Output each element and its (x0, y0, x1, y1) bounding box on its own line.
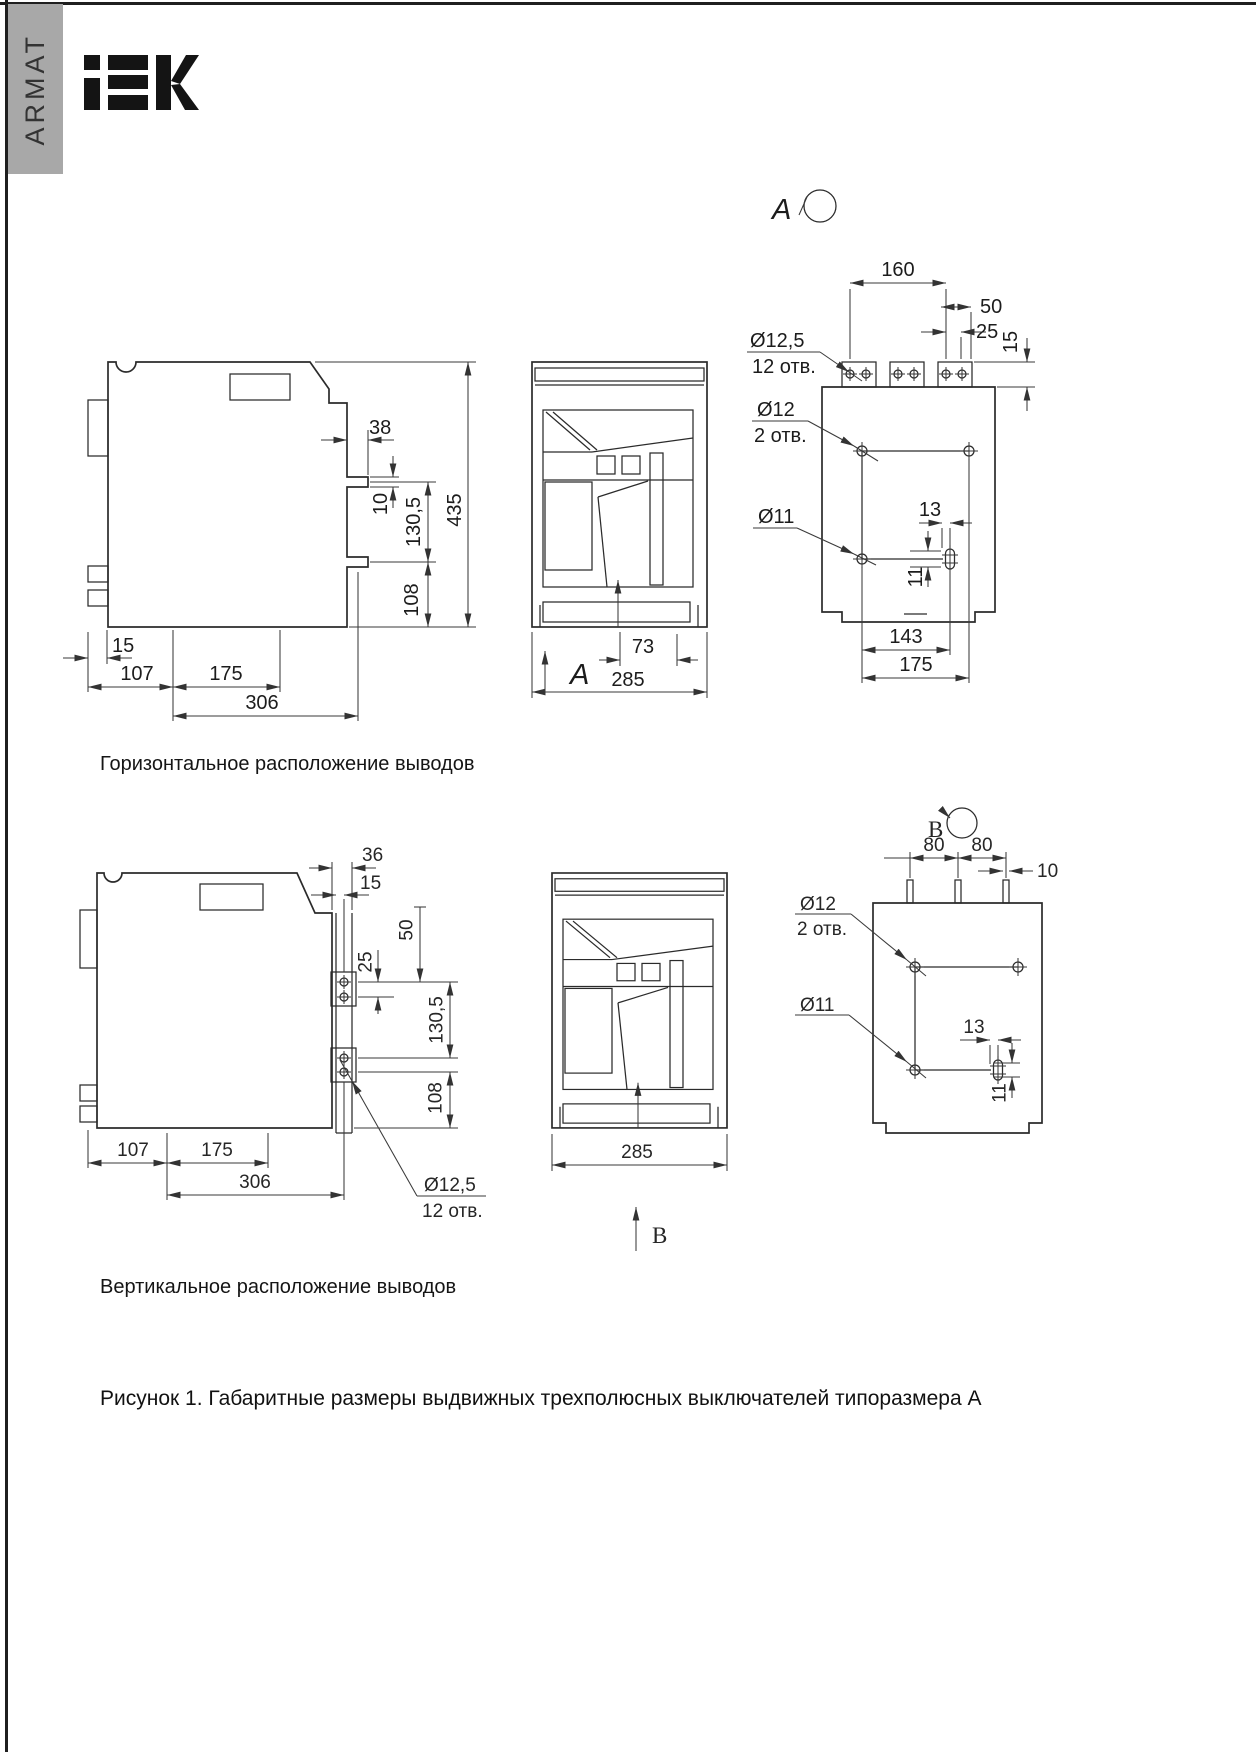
dim-107: 107 (120, 663, 154, 685)
dim-50: 50 (980, 296, 1003, 318)
dim-175: 175 (201, 1140, 233, 1161)
dim-50: 50 (396, 919, 418, 941)
armat-series-label: ARMAT (20, 32, 50, 146)
dim-130-5: 130,5 (426, 996, 448, 1044)
dim-285: 285 (621, 1142, 653, 1163)
dim-36: 36 (362, 845, 384, 866)
dim-15-rear: 15 (1000, 330, 1022, 354)
callout-dia-11: Ø11 (758, 506, 795, 528)
dim-25: 25 (355, 951, 377, 973)
dim-80-b: 80 (971, 835, 993, 856)
callout-dia-12-qty: 2 отв. (797, 919, 848, 940)
caption-horizontal-arrangement: Горизонтальное расположение выводов (100, 753, 475, 775)
view-marker-a-label: A (772, 194, 792, 226)
dim-108: 108 (401, 583, 423, 617)
callout-dia-12-qty: 2 отв. (754, 425, 807, 447)
dim-130-5: 130,5 (403, 496, 425, 548)
dim-10: 10 (1037, 861, 1059, 882)
callout-dia-12-5: Ø12,5 (424, 1175, 476, 1196)
callout-dia-12-5: Ø12,5 (750, 330, 805, 352)
side-view-vertical (80, 845, 486, 1222)
dim-143: 143 (889, 626, 923, 648)
callout-dia-12-5-qty: 12 отв. (752, 356, 816, 378)
dim-15: 15 (112, 635, 135, 657)
dim-306: 306 (239, 1172, 271, 1193)
dim-435: 435 (444, 493, 466, 527)
callout-dia-12: Ø12 (800, 894, 836, 915)
horizontal-arrangement-views (63, 190, 1035, 721)
dim-175: 175 (209, 663, 243, 685)
dim-15: 15 (360, 873, 382, 894)
dim-10: 10 (370, 492, 392, 516)
dim-13: 13 (963, 1017, 985, 1038)
view-direction-a-label: A (570, 659, 590, 691)
dim-11: 11 (989, 1083, 1011, 1103)
dim-13: 13 (918, 499, 942, 521)
dim-107: 107 (117, 1140, 149, 1161)
callout-dia-12: Ø12 (757, 399, 795, 421)
figure-caption: Рисунок 1. Габаритные размеры выдвижных трехполюсных выключателей типоразмера А (100, 1387, 982, 1410)
dim-38: 38 (369, 417, 392, 439)
dim-108: 108 (425, 1082, 447, 1114)
dim-285: 285 (611, 669, 645, 691)
vertical-arrangement-views (80, 808, 1058, 1251)
dim-306: 306 (245, 692, 279, 714)
front-view-vertical (552, 873, 727, 1251)
rear-view-vertical (795, 835, 1058, 1133)
side-view-horizontal (63, 362, 476, 721)
rear-view-horizontal (747, 259, 1035, 683)
dim-160: 160 (881, 259, 915, 281)
dim-80-a: 80 (923, 835, 945, 856)
callout-dia-11: Ø11 (800, 995, 835, 1016)
view-marker-a (770, 190, 836, 226)
dim-73: 73 (631, 636, 655, 658)
dim-25: 25 (976, 321, 999, 343)
view-marker-b-label: B (928, 817, 944, 842)
view-direction-b-label: B (652, 1223, 668, 1248)
caption-vertical-arrangement: Вертикальное расположение выводов (100, 1276, 457, 1298)
front-view-horizontal (532, 362, 707, 698)
callout-dia-12-5-qty: 12 отв. (422, 1201, 483, 1222)
dim-11: 11 (905, 566, 927, 588)
dim-175-rear: 175 (899, 654, 933, 676)
